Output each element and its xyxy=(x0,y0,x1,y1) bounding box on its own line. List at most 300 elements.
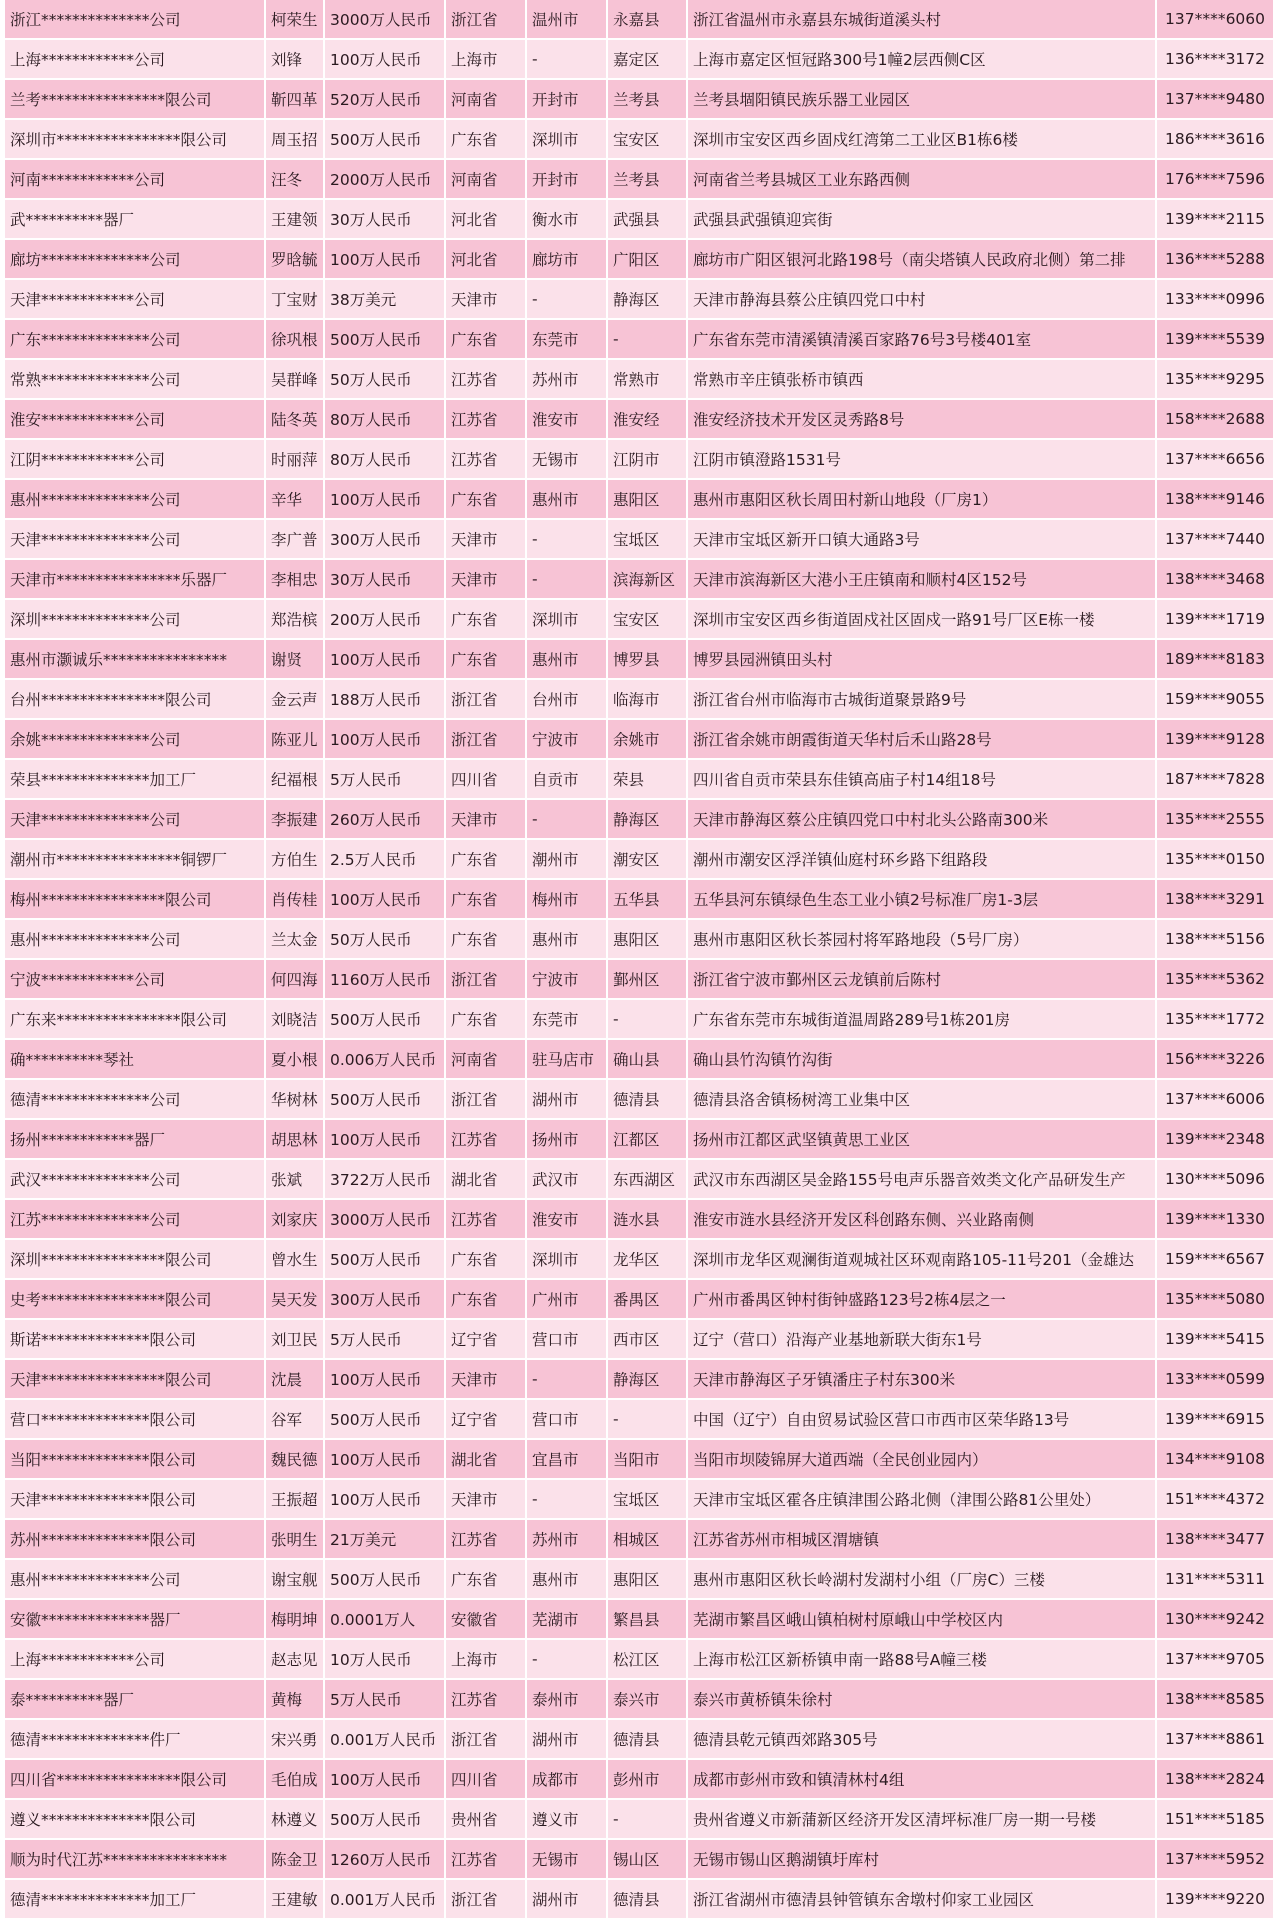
city-cell: 无锡市 xyxy=(527,440,608,480)
district-cell: 泰兴市 xyxy=(608,1680,688,1720)
registered-capital-cell: 100万人民币 xyxy=(325,880,446,920)
phone-cell: 137****8861 xyxy=(1157,1720,1275,1760)
phone-cell: 137****6656 xyxy=(1157,440,1275,480)
district-cell: 静海区 xyxy=(608,280,688,320)
phone-cell: 176****7596 xyxy=(1157,160,1275,200)
city-cell: 淮安市 xyxy=(527,400,608,440)
table-row xyxy=(5,240,1275,280)
address-cell: 辽宁（营口）沿海产业基地新联大街东1号 xyxy=(688,1320,1157,1360)
province-cell: 四川省 xyxy=(446,1760,527,1800)
district-cell: 嘉定区 xyxy=(608,40,688,80)
company-table xyxy=(5,0,1275,1920)
registered-capital-cell: 100万人民币 xyxy=(325,1440,446,1480)
company-name-cell: 江苏**************公司 xyxy=(5,1200,266,1240)
phone-cell: 139****9220 xyxy=(1157,1880,1275,1920)
registered-capital-cell: 100万人民币 xyxy=(325,40,446,80)
district-cell: 余姚市 xyxy=(608,720,688,760)
legal-rep-cell: 靳四革 xyxy=(266,80,325,120)
city-cell: 惠州市 xyxy=(527,640,608,680)
table-row xyxy=(5,80,1275,120)
city-cell: 开封市 xyxy=(527,80,608,120)
city-cell: 芜湖市 xyxy=(527,1600,608,1640)
table-row xyxy=(5,960,1275,1000)
district-cell: - xyxy=(608,1000,688,1040)
district-cell: 常熟市 xyxy=(608,360,688,400)
province-cell: 河南省 xyxy=(446,160,527,200)
province-cell: 辽宁省 xyxy=(446,1320,527,1360)
registered-capital-cell: 188万人民币 xyxy=(325,680,446,720)
phone-cell: 138****5156 xyxy=(1157,920,1275,960)
legal-rep-cell: 刘晓洁 xyxy=(266,1000,325,1040)
legal-rep-cell: 赵志见 xyxy=(266,1640,325,1680)
legal-rep-cell: 李广普 xyxy=(266,520,325,560)
district-cell: 兰考县 xyxy=(608,80,688,120)
legal-rep-cell: 刘卫民 xyxy=(266,1320,325,1360)
district-cell: 宝坻区 xyxy=(608,520,688,560)
district-cell: - xyxy=(608,320,688,360)
province-cell: 广东省 xyxy=(446,1280,527,1320)
table-row xyxy=(5,1440,1275,1480)
address-cell: 河南省兰考县城区工业东路西侧 xyxy=(688,160,1157,200)
address-cell: 五华县河东镇绿色生态工业小镇2号标准厂房1-3层 xyxy=(688,880,1157,920)
registered-capital-cell: 300万人民币 xyxy=(325,520,446,560)
table-row xyxy=(5,360,1275,400)
registered-capital-cell: 100万人民币 xyxy=(325,720,446,760)
province-cell: 上海市 xyxy=(446,40,527,80)
province-cell: 广东省 xyxy=(446,1560,527,1600)
phone-cell: 135****5080 xyxy=(1157,1280,1275,1320)
city-cell: 湖州市 xyxy=(527,1080,608,1120)
city-cell: 广州市 xyxy=(527,1280,608,1320)
city-cell: 扬州市 xyxy=(527,1120,608,1160)
table-row xyxy=(5,1200,1275,1240)
company-name-cell: 浙江**************公司 xyxy=(5,0,266,40)
phone-cell: 131****5311 xyxy=(1157,1560,1275,1600)
registered-capital-cell: 200万人民币 xyxy=(325,600,446,640)
province-cell: 广东省 xyxy=(446,880,527,920)
address-cell: 浙江省温州市永嘉县东城街道溪头村 xyxy=(688,0,1157,40)
table-row xyxy=(5,1880,1275,1920)
city-cell: 泰州市 xyxy=(527,1680,608,1720)
company-name-cell: 天津市****************乐器厂 xyxy=(5,560,266,600)
company-name-cell: 泰**********器厂 xyxy=(5,1680,266,1720)
province-cell: 广东省 xyxy=(446,1000,527,1040)
province-cell: 江苏省 xyxy=(446,1840,527,1880)
company-name-cell: 遵义**************限公司 xyxy=(5,1800,266,1840)
province-cell: 浙江省 xyxy=(446,960,527,1000)
phone-cell: 139****1719 xyxy=(1157,600,1275,640)
registered-capital-cell: 5万人民币 xyxy=(325,760,446,800)
table-row xyxy=(5,1400,1275,1440)
address-cell: 德清县乾元镇西郊路305号 xyxy=(688,1720,1157,1760)
registered-capital-cell: 100万人民币 xyxy=(325,1760,446,1800)
province-cell: 广东省 xyxy=(446,920,527,960)
table-row xyxy=(5,920,1275,960)
address-cell: 兰考县堌阳镇民族乐器工业园区 xyxy=(688,80,1157,120)
phone-cell: 159****6567 xyxy=(1157,1240,1275,1280)
legal-rep-cell: 时丽萍 xyxy=(266,440,325,480)
legal-rep-cell: 李振建 xyxy=(266,800,325,840)
district-cell: 锡山区 xyxy=(608,1840,688,1880)
address-cell: 芜湖市繁昌区峨山镇柏树村原峨山中学校区内 xyxy=(688,1600,1157,1640)
table-row xyxy=(5,1600,1275,1640)
legal-rep-cell: 夏小根 xyxy=(266,1040,325,1080)
city-cell: 东莞市 xyxy=(527,320,608,360)
company-name-cell: 惠州市灏诚乐**************** xyxy=(5,640,266,680)
legal-rep-cell: 沈晨 xyxy=(266,1360,325,1400)
province-cell: 天津市 xyxy=(446,1480,527,1520)
district-cell: 番禺区 xyxy=(608,1280,688,1320)
registered-capital-cell: 3722万人民币 xyxy=(325,1160,446,1200)
company-name-cell: 惠州**************公司 xyxy=(5,480,266,520)
company-name-cell: 确**********琴社 xyxy=(5,1040,266,1080)
table-row xyxy=(5,800,1275,840)
address-cell: 天津市静海区子牙镇潘庄子村东300米 xyxy=(688,1360,1157,1400)
phone-cell: 186****3616 xyxy=(1157,120,1275,160)
address-cell: 武强县武强镇迎宾街 xyxy=(688,200,1157,240)
legal-rep-cell: 张斌 xyxy=(266,1160,325,1200)
table-row xyxy=(5,440,1275,480)
company-name-cell: 上海************公司 xyxy=(5,40,266,80)
registered-capital-cell: 0.006万人民币 xyxy=(325,1040,446,1080)
address-cell: 泰兴市黄桥镇朱徐村 xyxy=(688,1680,1157,1720)
table-row xyxy=(5,560,1275,600)
province-cell: 江苏省 xyxy=(446,1680,527,1720)
table-row xyxy=(5,840,1275,880)
phone-cell: 139****5415 xyxy=(1157,1320,1275,1360)
legal-rep-cell: 陆冬英 xyxy=(266,400,325,440)
registered-capital-cell: 30万人民币 xyxy=(325,560,446,600)
city-cell: 苏州市 xyxy=(527,1520,608,1560)
city-cell: - xyxy=(527,1360,608,1400)
district-cell: 临海市 xyxy=(608,680,688,720)
address-cell: 惠州市惠阳区秋长茶园村将军路地段（5号厂房） xyxy=(688,920,1157,960)
legal-rep-cell: 刘锋 xyxy=(266,40,325,80)
address-cell: 天津市静海县蔡公庄镇四党口中村 xyxy=(688,280,1157,320)
city-cell: - xyxy=(527,1480,608,1520)
table-row xyxy=(5,1680,1275,1720)
registered-capital-cell: 5万人民币 xyxy=(325,1320,446,1360)
table-body xyxy=(5,0,1275,1920)
registered-capital-cell: 260万人民币 xyxy=(325,800,446,840)
address-cell: 江苏省苏州市相城区渭塘镇 xyxy=(688,1520,1157,1560)
company-name-cell: 广东来****************限公司 xyxy=(5,1000,266,1040)
table-row xyxy=(5,1120,1275,1160)
phone-cell: 151****5185 xyxy=(1157,1800,1275,1840)
province-cell: 贵州省 xyxy=(446,1800,527,1840)
registered-capital-cell: 21万美元 xyxy=(325,1520,446,1560)
phone-cell: 137****6006 xyxy=(1157,1080,1275,1120)
district-cell: 滨海新区 xyxy=(608,560,688,600)
company-name-cell: 斯诺**************限公司 xyxy=(5,1320,266,1360)
address-cell: 博罗县园洲镇田头村 xyxy=(688,640,1157,680)
table-row xyxy=(5,280,1275,320)
district-cell: 西市区 xyxy=(608,1320,688,1360)
company-name-cell: 营口**************限公司 xyxy=(5,1400,266,1440)
company-name-cell: 深圳市****************限公司 xyxy=(5,120,266,160)
address-cell: 天津市宝坻区霍各庄镇津围公路北侧（津围公路81公里处） xyxy=(688,1480,1157,1520)
table-row xyxy=(5,0,1275,40)
city-cell: 宁波市 xyxy=(527,720,608,760)
province-cell: 湖北省 xyxy=(446,1440,527,1480)
company-name-cell: 天津**************限公司 xyxy=(5,1480,266,1520)
company-name-cell: 宁波************公司 xyxy=(5,960,266,1000)
table-row xyxy=(5,1720,1275,1760)
registered-capital-cell: 100万人民币 xyxy=(325,480,446,520)
province-cell: 江苏省 xyxy=(446,1200,527,1240)
address-cell: 常熟市辛庄镇张桥市镇西 xyxy=(688,360,1157,400)
company-name-cell: 兰考****************限公司 xyxy=(5,80,266,120)
city-cell: 淮安市 xyxy=(527,1200,608,1240)
district-cell: 永嘉县 xyxy=(608,0,688,40)
legal-rep-cell: 纪福根 xyxy=(266,760,325,800)
company-name-cell: 廊坊**************公司 xyxy=(5,240,266,280)
table-row xyxy=(5,40,1275,80)
address-cell: 潮州市潮安区浮洋镇仙庭村环乡路下组路段 xyxy=(688,840,1157,880)
province-cell: 天津市 xyxy=(446,520,527,560)
registered-capital-cell: 1160万人民币 xyxy=(325,960,446,1000)
legal-rep-cell: 吴天发 xyxy=(266,1280,325,1320)
province-cell: 河北省 xyxy=(446,200,527,240)
district-cell: 鄞州区 xyxy=(608,960,688,1000)
province-cell: 浙江省 xyxy=(446,1880,527,1920)
company-name-cell: 德清**************公司 xyxy=(5,1080,266,1120)
province-cell: 广东省 xyxy=(446,640,527,680)
phone-cell: 134****9108 xyxy=(1157,1440,1275,1480)
company-name-cell: 安徽**************器厂 xyxy=(5,1600,266,1640)
legal-rep-cell: 王振超 xyxy=(266,1480,325,1520)
registered-capital-cell: 80万人民币 xyxy=(325,400,446,440)
company-name-cell: 常熟**************公司 xyxy=(5,360,266,400)
district-cell: 静海区 xyxy=(608,800,688,840)
province-cell: 广东省 xyxy=(446,840,527,880)
province-cell: 浙江省 xyxy=(446,1080,527,1120)
province-cell: 浙江省 xyxy=(446,680,527,720)
city-cell: 梅州市 xyxy=(527,880,608,920)
address-cell: 浙江省余姚市朗霞街道天华村后禾山路28号 xyxy=(688,720,1157,760)
city-cell: 宁波市 xyxy=(527,960,608,1000)
company-name-cell: 潮州市****************铜锣厂 xyxy=(5,840,266,880)
table-row xyxy=(5,1520,1275,1560)
registered-capital-cell: 500万人民币 xyxy=(325,1800,446,1840)
phone-cell: 130****5096 xyxy=(1157,1160,1275,1200)
city-cell: 开封市 xyxy=(527,160,608,200)
legal-rep-cell: 魏民德 xyxy=(266,1440,325,1480)
table-row xyxy=(5,120,1275,160)
district-cell: 彭州市 xyxy=(608,1760,688,1800)
legal-rep-cell: 李相忠 xyxy=(266,560,325,600)
city-cell: 宜昌市 xyxy=(527,1440,608,1480)
phone-cell: 138****2824 xyxy=(1157,1760,1275,1800)
province-cell: 安徽省 xyxy=(446,1600,527,1640)
registered-capital-cell: 2.5万人民币 xyxy=(325,840,446,880)
district-cell: 潮安区 xyxy=(608,840,688,880)
legal-rep-cell: 谢贤 xyxy=(266,640,325,680)
phone-cell: 133****0599 xyxy=(1157,1360,1275,1400)
city-cell: 潮州市 xyxy=(527,840,608,880)
registered-capital-cell: 10万人民币 xyxy=(325,1640,446,1680)
city-cell: - xyxy=(527,280,608,320)
registered-capital-cell: 38万美元 xyxy=(325,280,446,320)
table-row xyxy=(5,520,1275,560)
address-cell: 淮安经济技术开发区灵秀路8号 xyxy=(688,400,1157,440)
city-cell: 深圳市 xyxy=(527,120,608,160)
table-row xyxy=(5,1800,1275,1840)
province-cell: 天津市 xyxy=(446,280,527,320)
phone-cell: 135****2555 xyxy=(1157,800,1275,840)
phone-cell: 159****9055 xyxy=(1157,680,1275,720)
company-name-cell: 武**********器厂 xyxy=(5,200,266,240)
company-name-cell: 四川省****************限公司 xyxy=(5,1760,266,1800)
city-cell: - xyxy=(527,560,608,600)
district-cell: 宝安区 xyxy=(608,600,688,640)
phone-cell: 158****2688 xyxy=(1157,400,1275,440)
province-cell: 广东省 xyxy=(446,480,527,520)
registered-capital-cell: 50万人民币 xyxy=(325,360,446,400)
address-cell: 江阴市镇澄路1531号 xyxy=(688,440,1157,480)
address-cell: 深圳市宝安区西乡固戍红湾第二工业区B1栋6楼 xyxy=(688,120,1157,160)
city-cell: - xyxy=(527,40,608,80)
address-cell: 深圳市龙华区观澜街道观城社区环观南路105-11号201（金雄达 xyxy=(688,1240,1157,1280)
company-name-cell: 苏州**************限公司 xyxy=(5,1520,266,1560)
district-cell: 德清县 xyxy=(608,1720,688,1760)
legal-rep-cell: 罗晗毓 xyxy=(266,240,325,280)
registered-capital-cell: 100万人民币 xyxy=(325,1360,446,1400)
registered-capital-cell: 2000万人民币 xyxy=(325,160,446,200)
registered-capital-cell: 500万人民币 xyxy=(325,1560,446,1600)
phone-cell: 138****8585 xyxy=(1157,1680,1275,1720)
phone-cell: 156****3226 xyxy=(1157,1040,1275,1080)
district-cell: 当阳市 xyxy=(608,1440,688,1480)
company-name-cell: 余姚**************公司 xyxy=(5,720,266,760)
district-cell: 博罗县 xyxy=(608,640,688,680)
table-row xyxy=(5,480,1275,520)
registered-capital-cell: 0.001万人民币 xyxy=(325,1880,446,1920)
province-cell: 河南省 xyxy=(446,80,527,120)
registered-capital-cell: 500万人民币 xyxy=(325,1000,446,1040)
table-row xyxy=(5,1560,1275,1600)
company-name-cell: 深圳****************限公司 xyxy=(5,1240,266,1280)
legal-rep-cell: 宋兴勇 xyxy=(266,1720,325,1760)
address-cell: 四川省自贡市荣县东佳镇高庙子村14组18号 xyxy=(688,760,1157,800)
company-name-cell: 当阳**************限公司 xyxy=(5,1440,266,1480)
legal-rep-cell: 张明生 xyxy=(266,1520,325,1560)
district-cell: 静海区 xyxy=(608,1360,688,1400)
address-cell: 惠州市惠阳区秋长岭湖村发湖村小组（厂房C）三楼 xyxy=(688,1560,1157,1600)
district-cell: 确山县 xyxy=(608,1040,688,1080)
province-cell: 广东省 xyxy=(446,600,527,640)
legal-rep-cell: 陈亚儿 xyxy=(266,720,325,760)
district-cell: 宝坻区 xyxy=(608,1480,688,1520)
district-cell: 淮安经 xyxy=(608,400,688,440)
city-cell: 温州市 xyxy=(527,0,608,40)
legal-rep-cell: 肖传桂 xyxy=(266,880,325,920)
legal-rep-cell: 王建敏 xyxy=(266,1880,325,1920)
table-row xyxy=(5,1040,1275,1080)
table-row xyxy=(5,680,1275,720)
district-cell: 荣县 xyxy=(608,760,688,800)
legal-rep-cell: 金云声 xyxy=(266,680,325,720)
address-cell: 武汉市东西湖区吴金路155号电声乐器音效类文化产品研发生产 xyxy=(688,1160,1157,1200)
city-cell: 湖州市 xyxy=(527,1720,608,1760)
table-row xyxy=(5,1320,1275,1360)
address-cell: 确山县竹沟镇竹沟街 xyxy=(688,1040,1157,1080)
legal-rep-cell: 郑浩槟 xyxy=(266,600,325,640)
phone-cell: 138****9146 xyxy=(1157,480,1275,520)
phone-cell: 135****1772 xyxy=(1157,1000,1275,1040)
district-cell: 兰考县 xyxy=(608,160,688,200)
registered-capital-cell: 500万人民币 xyxy=(325,120,446,160)
company-name-cell: 惠州**************公司 xyxy=(5,920,266,960)
table-row xyxy=(5,1760,1275,1800)
district-cell: 涟水县 xyxy=(608,1200,688,1240)
phone-cell: 136****5288 xyxy=(1157,240,1275,280)
district-cell: 惠阳区 xyxy=(608,920,688,960)
table-row xyxy=(5,1840,1275,1880)
phone-cell: 139****5539 xyxy=(1157,320,1275,360)
table-row xyxy=(5,1160,1275,1200)
district-cell: 龙华区 xyxy=(608,1240,688,1280)
city-cell: 营口市 xyxy=(527,1400,608,1440)
company-name-cell: 扬州************器厂 xyxy=(5,1120,266,1160)
province-cell: 天津市 xyxy=(446,560,527,600)
district-cell: 武强县 xyxy=(608,200,688,240)
address-cell: 天津市滨海新区大港小王庄镇南和顺村4区152号 xyxy=(688,560,1157,600)
registered-capital-cell: 1260万人民币 xyxy=(325,1840,446,1880)
district-cell: - xyxy=(608,1400,688,1440)
registered-capital-cell: 0.0001万人 xyxy=(325,1600,446,1640)
address-cell: 浙江省湖州市德清县钟管镇东舍墩村仰家工业园区 xyxy=(688,1880,1157,1920)
registered-capital-cell: 500万人民币 xyxy=(325,1240,446,1280)
province-cell: 广东省 xyxy=(446,320,527,360)
district-cell: 宝安区 xyxy=(608,120,688,160)
legal-rep-cell: 柯荣生 xyxy=(266,0,325,40)
phone-cell: 151****4372 xyxy=(1157,1480,1275,1520)
address-cell: 无锡市锡山区鹅湖镇圩库村 xyxy=(688,1840,1157,1880)
phone-cell: 135****0150 xyxy=(1157,840,1275,880)
city-cell: 驻马店市 xyxy=(527,1040,608,1080)
district-cell: 惠阳区 xyxy=(608,1560,688,1600)
table-row xyxy=(5,1360,1275,1400)
district-cell: 江都区 xyxy=(608,1120,688,1160)
table-row xyxy=(5,640,1275,680)
registered-capital-cell: 520万人民币 xyxy=(325,80,446,120)
province-cell: 江苏省 xyxy=(446,440,527,480)
phone-cell: 130****9242 xyxy=(1157,1600,1275,1640)
district-cell: 相城区 xyxy=(608,1520,688,1560)
company-name-cell: 德清**************加工厂 xyxy=(5,1880,266,1920)
province-cell: 湖北省 xyxy=(446,1160,527,1200)
district-cell: 德清县 xyxy=(608,1080,688,1120)
province-cell: 浙江省 xyxy=(446,720,527,760)
city-cell: 衡水市 xyxy=(527,200,608,240)
legal-rep-cell: 周玉招 xyxy=(266,120,325,160)
legal-rep-cell: 何四海 xyxy=(266,960,325,1000)
city-cell: 廊坊市 xyxy=(527,240,608,280)
province-cell: 江苏省 xyxy=(446,400,527,440)
district-cell: 德清县 xyxy=(608,1880,688,1920)
table-row xyxy=(5,760,1275,800)
legal-rep-cell: 方伯生 xyxy=(266,840,325,880)
registered-capital-cell: 3000万人民币 xyxy=(325,0,446,40)
address-cell: 天津市静海区蔡公庄镇四党口中村北头公路南300米 xyxy=(688,800,1157,840)
company-name-cell: 荣县**************加工厂 xyxy=(5,760,266,800)
registered-capital-cell: 80万人民币 xyxy=(325,440,446,480)
legal-rep-cell: 吴群峰 xyxy=(266,360,325,400)
company-name-cell: 台州****************限公司 xyxy=(5,680,266,720)
address-cell: 上海市松江区新桥镇申南一路88号A幢三楼 xyxy=(688,1640,1157,1680)
district-cell: 东西湖区 xyxy=(608,1160,688,1200)
